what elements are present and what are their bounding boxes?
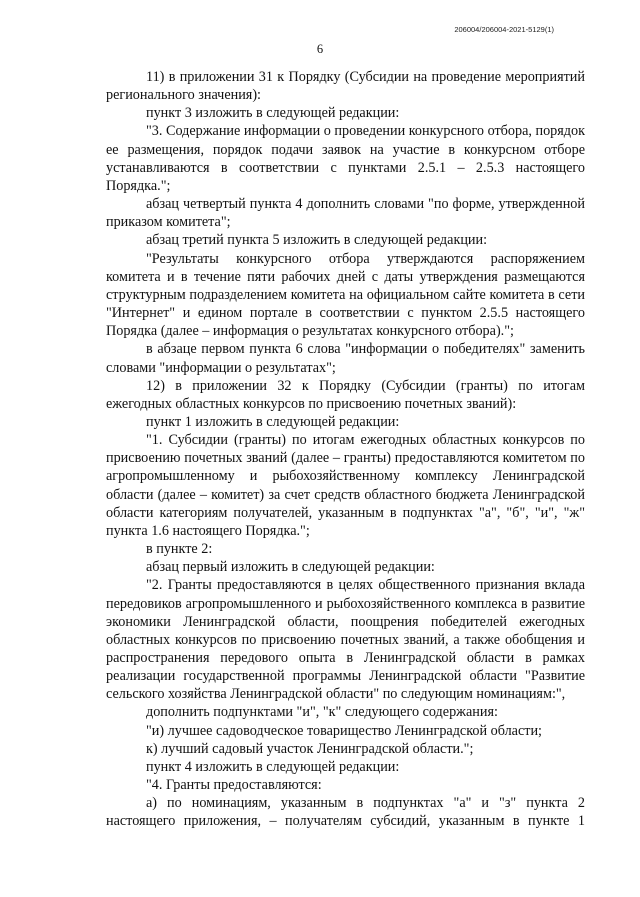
paragraph-item-11: 11) в приложении 31 к Порядку (Субсидии на проведение мероприятий регионального значения): [106,69,585,104]
paragraph-point-2-intro: в пункте 2: [146,541,213,558]
paragraph-add-subpoints: дополнить подпунктами "и", "к" следующего содержания: [146,704,498,721]
paragraph-point-3-text: "3. Содержание информации о проведении конкурсного отбора, порядок ее размещения, порядок подачи заявок на участие в конкурсном отборе устанавливаются в соответствии с пунктами 2.5.1 – 2.5.3 настоящего Порядка."; [106,123,585,194]
paragraph-point-6-amend: в абзаце первом пункта 6 слова "информации о победителях" заменить словами "информации о результатах"; [106,341,585,376]
paragraph-point-3-intro: пункт 3 изложить в следующей редакции: [146,105,400,122]
paragraph-point-4-text: "4. Гранты предоставляются: [146,777,322,794]
document-id: 206004/206004-2021-5129(1) [454,25,554,34]
paragraph-subpoint-k: к) лучший садовый участок Ленинградской области."; [146,740,474,757]
paragraph-point-1-intro: пункт 1 изложить в следующей редакции: [146,413,400,430]
paragraph-point-4-amend: абзац четвертый пункта 4 дополнить словами "по форме, утвержденной приказом комитета"; [106,196,585,231]
paragraph-point-5-text: "Результаты конкурсного отбора утверждаются распоряжением комитета и в течение пяти рабочих дней с даты утверждения размещаются структурным подразделением комитета на официальном сайте комитета в сети "Интернет" и едином портале в соответствии с пунктом 2.5.5 настоящего Порядка (далее – информация о результатах конкурсного отбора)."; [106,250,585,340]
paragraph-item-12: 12) в приложении 32 к Порядку (Субсидии (гранты) по итогам ежегодных областных конкурсов по присвоению почетных званий): [106,377,585,412]
paragraph-point-2-text: "2. Гранты предоставляются в целях общественного признания вклада передовиков агропромышленного и рыбохозяйственного комплекса в развитие экономики Ленинградской области, поощрения победителей ежегодных областных конкурсов по присвоению почетных званий, а также обобщения и распространения передового опыта в Ленинградской области в рамках реализации государственной программы Ленинградской области "Развитие сельского хозяйства Ленинградской области" по следующим номинациям:", [106,577,585,703]
page-number: 6 [316,42,324,56]
paragraph-point-1-text: "1. Субсидии (гранты) по итогам ежегодных областных конкурсов по присвоению почетных званий (далее – гранты) предоставляются комитетом по агропромышленному и рыбохозяйственному комплексу Ленинградской области (далее – комитет) за счет средств областного бюджета Ленинградской области категориям получателей, указанным в подпунктах "а", "б", "и", "ж" пункта 1.6 настоящего Порядка."; [106,432,585,539]
paragraph-point-5-intro: абзац третий пункта 5 изложить в следующей редакции: [146,232,488,249]
paragraph-point-4-a: а) по номинациям, указанным в подпунктах "а" и "з" пункта 2 настоящего приложения, – получателям субсидий, указанным в пункте 1 [106,795,585,830]
paragraph-point-4-intro: пункт 4 изложить в следующей редакции: [146,758,400,775]
paragraph-subpoint-i: "и) лучшее садоводческое товарищество Ленинградской области; [146,722,542,739]
document-body [106,68,585,831]
paragraph-point-2-first-intro: абзац первый изложить в следующей редакции: [146,559,435,576]
